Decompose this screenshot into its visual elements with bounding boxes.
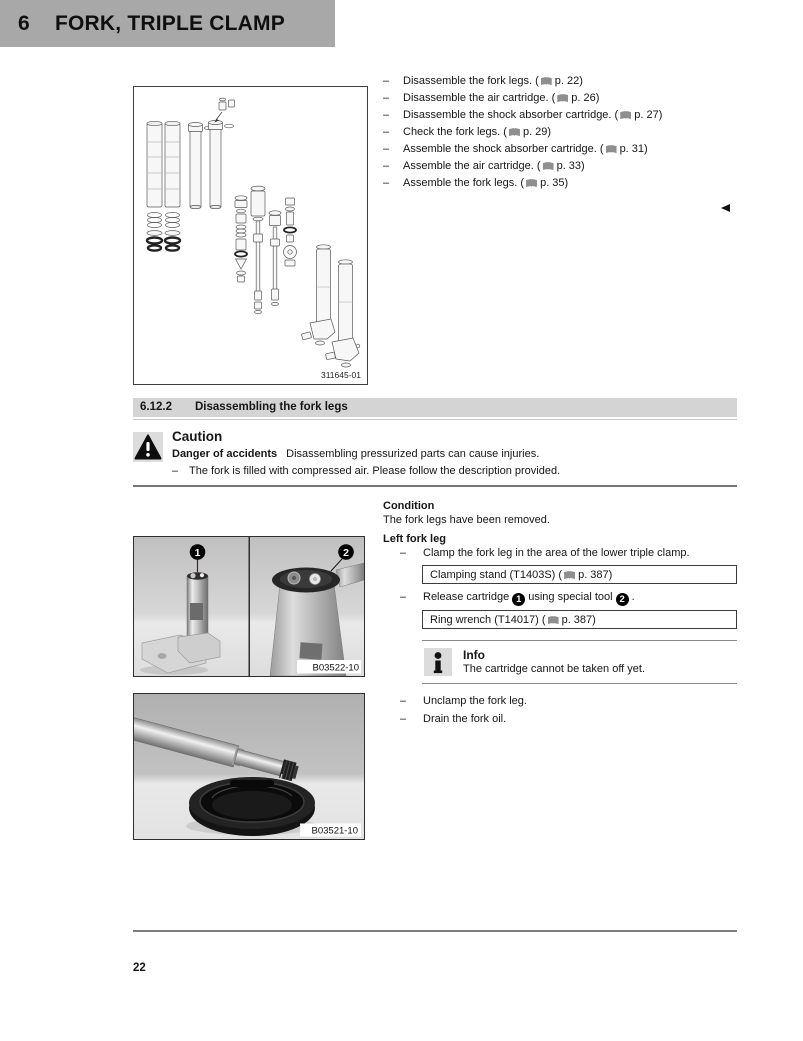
callout-1-badge: 1 (194, 546, 201, 559)
callout-1-badge: 1 (512, 593, 525, 606)
warning-triangle-icon (133, 432, 163, 462)
step-unclamp: – Unclamp the fork leg. (400, 695, 527, 707)
list-item (383, 141, 739, 158)
section-number: 6.12.2 (140, 401, 172, 413)
dash-bullet: – (383, 126, 390, 138)
tool-label: Clamping stand (T1403S) (430, 569, 556, 581)
book-icon (509, 128, 520, 136)
book-icon (557, 94, 568, 102)
page-reference: ( p. 22) (535, 75, 583, 87)
step-drain: – Drain the fork oil. (400, 713, 507, 725)
tool-label: Ring wrench (T14017) (430, 614, 539, 626)
book-icon (543, 162, 554, 170)
page-reference: ( p. 26) (551, 92, 600, 104)
hazard-label: Danger of accidents (172, 448, 278, 460)
dash-bullet: – (383, 143, 390, 155)
photo-clamp-image (134, 537, 364, 676)
dash-bullet: – (383, 177, 390, 189)
footer-divider (133, 930, 737, 932)
dash-bullet: – (400, 713, 407, 725)
page-number: 22 (133, 962, 146, 974)
list-item-label: Assemble the shock absorber cartridge. (403, 143, 597, 155)
book-icon (564, 571, 575, 579)
dash-bullet: – (400, 695, 407, 707)
info-box (422, 640, 737, 684)
page-reference: ( p. 35) (520, 177, 569, 189)
list-item (383, 73, 739, 90)
step-clamp: – Clamp the fork leg in the area of the lower triple clamp. (400, 547, 690, 559)
procedure-heading: Left fork leg (383, 533, 446, 545)
page-reference: ( p. 387) (541, 614, 596, 626)
dash-bullet: – (383, 75, 390, 87)
book-icon (541, 77, 552, 85)
chapter-header-bar (0, 0, 335, 47)
list-item-label: Assemble the air cartridge. (403, 160, 534, 172)
step-release-cartridge: – Release cartridge 1 using special tool 2 . (400, 591, 635, 605)
exploded-diagram-figure (133, 86, 368, 385)
book-icon (606, 145, 617, 153)
hazard-text: Disassembling pressurized parts can cause injuries. (286, 448, 540, 460)
figure-code: 311645-01 (320, 370, 361, 380)
section-heading-bar (133, 398, 737, 417)
callout-2-badge: 2 (616, 593, 629, 606)
photo-code: B03522-10 (312, 662, 359, 674)
list-item (383, 107, 739, 124)
caution-note: – The fork is filled with compressed air. Please follow the description provided. (172, 465, 561, 477)
list-item (383, 90, 739, 107)
list-item-label: Check the fork legs. (403, 126, 501, 138)
book-icon (548, 616, 559, 624)
book-icon (526, 179, 537, 187)
book-icon (620, 111, 631, 119)
condition-text: The fork legs have been removed. (383, 514, 550, 526)
list-item (383, 175, 739, 192)
info-text: The cartridge cannot be taken off yet. (463, 663, 646, 675)
list-item-label: Disassemble the air cartridge. (403, 92, 549, 104)
list-item-label: Assemble the fork legs. (403, 177, 518, 189)
list-item (383, 124, 739, 141)
end-of-section-arrow-icon (721, 204, 730, 212)
photo-drain-figure (133, 693, 365, 840)
info-title: Info (463, 648, 485, 662)
photo-code: B03521-10 (311, 825, 358, 837)
tool-box-clamping-stand (422, 565, 737, 584)
chapter-title: FORK, TRIPLE CLAMP (55, 12, 285, 35)
page-reference: ( p. 387) (558, 569, 613, 581)
list-item-label: Disassemble the fork legs. (403, 75, 532, 87)
caution-hazard-line (172, 448, 539, 460)
photo-drain-image (134, 694, 364, 839)
page-reference: ( p. 27) (614, 109, 663, 121)
caution-title: Caution (172, 429, 223, 444)
callout-2-badge: 2 (343, 546, 349, 559)
page-reference: ( p. 33) (536, 160, 585, 172)
condition-heading: Condition (383, 500, 435, 512)
dash-bullet: – (383, 160, 390, 172)
fork-exploded-drawing (134, 87, 367, 384)
dash-bullet: – (400, 547, 407, 559)
dash-bullet: – (400, 591, 407, 603)
photo-clamp-figure (133, 536, 365, 677)
page-reference: ( p. 29) (503, 126, 552, 138)
procedure-section (383, 499, 739, 727)
list-item-label: Disassemble the shock absorber cartridge. (403, 109, 612, 121)
dash-bullet: – (383, 109, 390, 121)
tool-box-ring-wrench (422, 610, 737, 629)
section-title: Disassembling the fork legs (195, 401, 348, 413)
chapter-number: 6 (18, 12, 30, 35)
list-item (383, 158, 739, 175)
info-icon (424, 648, 452, 676)
page-reference: ( p. 31) (599, 143, 648, 155)
dash-bullet: – (383, 92, 390, 104)
caution-box (133, 419, 737, 487)
overview-step-list (383, 73, 739, 192)
dash-bullet: – (172, 465, 179, 477)
